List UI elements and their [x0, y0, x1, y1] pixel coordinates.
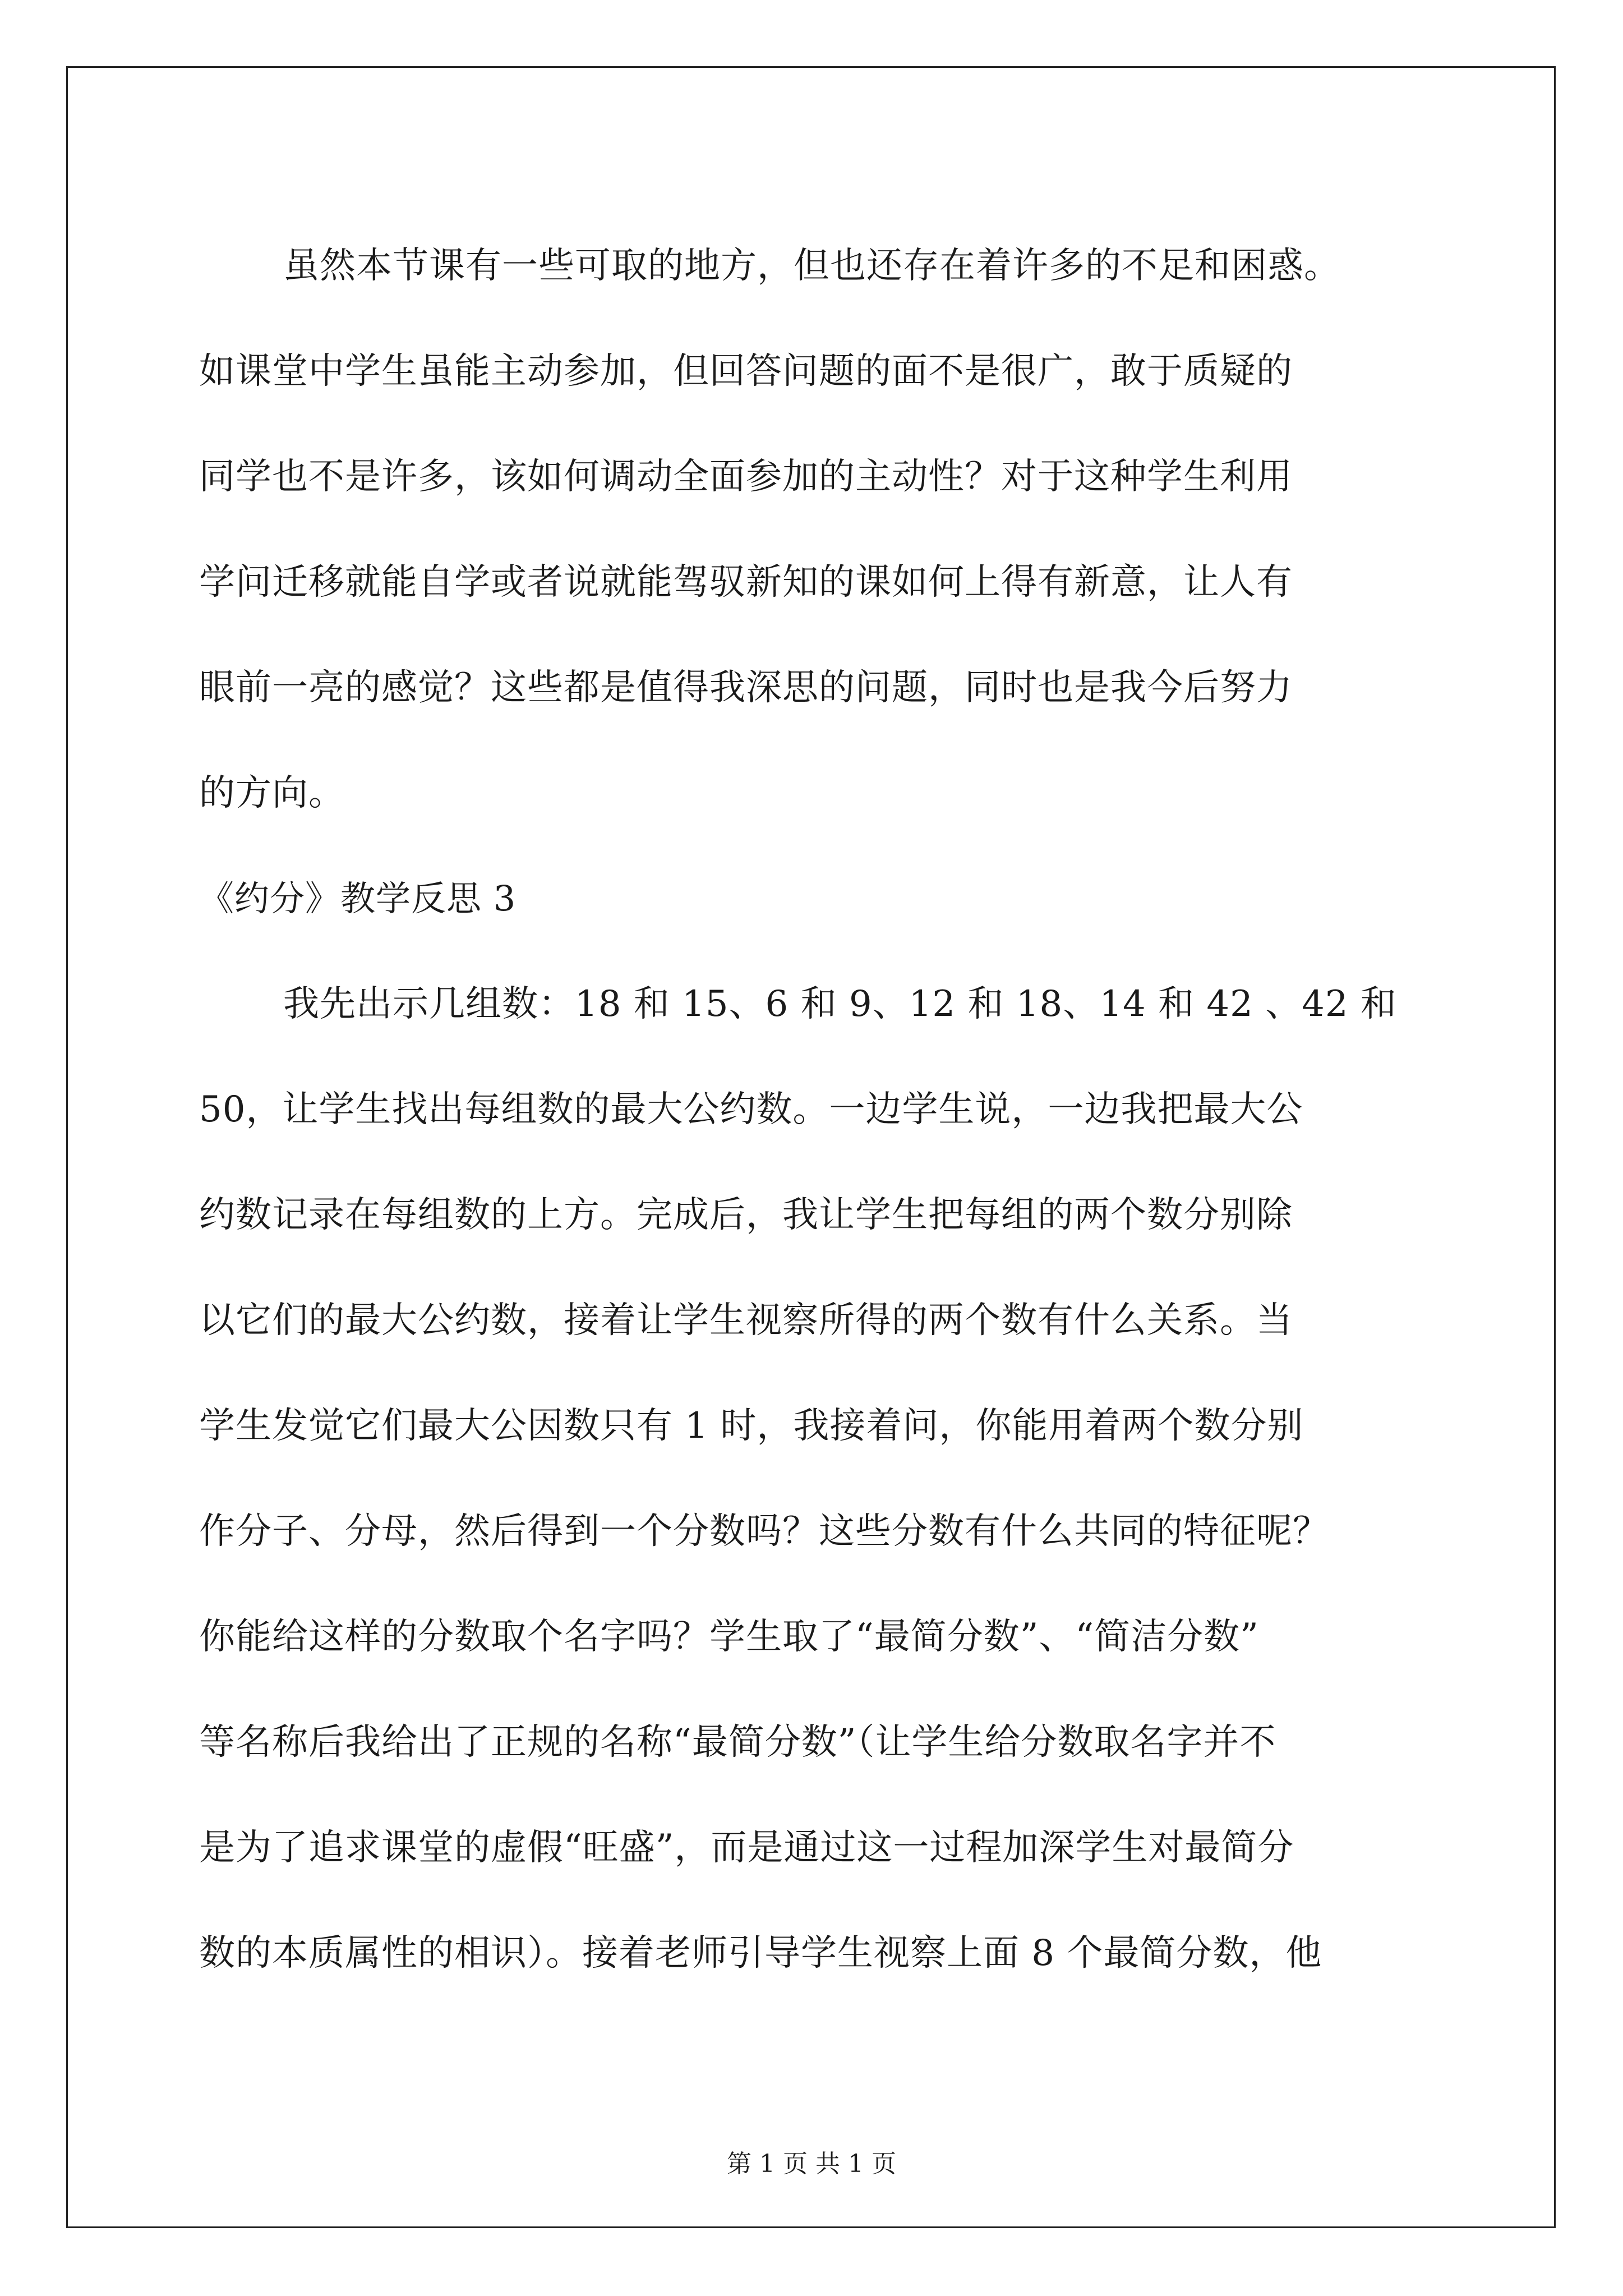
text-line: 同学也不是许多，该如何调动全面参加的主动性？对于这种学生利用 — [199, 456, 1293, 498]
document-body — [199, 213, 1422, 2006]
text-line: 约数记录在每组数的上方。完成后，我让学生把每组的两个数分别除 — [199, 1194, 1293, 1236]
text-line: 是为了追求课堂的虚假“旺盛”，而是通过这一过程加深学生对最简分 — [199, 1827, 1294, 1869]
text-line: 作分子、分母，然后得到一个分数吗？这些分数有什么共同的特征呢？ — [199, 1511, 1329, 1552]
text-line: 你能给这样的分数取个名字吗？学生取了“最简分数”、“简洁分数” — [199, 1616, 1259, 1658]
text-line: 数的本质属性的相识）。接着老师引导学生视察上面 8 个最简分数，他 — [199, 1932, 1322, 1974]
text-line: 学生发觉它们最大公因数只有 1 时，我接着问，你能用着两个数分别 — [199, 1405, 1304, 1447]
text-line: 我先出示几组数：18 和 15、6 和 9、12 和 18、14 和 42 、42 和 — [283, 983, 1397, 1025]
text-line: 50，让学生找出每组数的最大公约数。一边学生说，一边我把最大公 — [199, 1089, 1303, 1130]
text-line: 的方向。 — [199, 772, 345, 814]
text-line: 学问迁移就能自学或者说就能驾驭新知的课如何上得有新意，让人有 — [199, 562, 1293, 603]
text-line: 虽然本节课有一些可取的地方，但也还存在着许多的不足和困惑。 — [283, 245, 1340, 287]
text-line: 以它们的最大公约数，接着让学生视察所得的两个数有什么关系。当 — [199, 1300, 1293, 1341]
section-heading: 《约分》教学反思 3 — [199, 878, 517, 919]
text-line: 如课堂中学生虽能主动参加，但回答问题的面不是很广，敢于质疑的 — [199, 351, 1293, 392]
text-line: 等名称后我给出了正规的名称“最简分数”（让学生给分数取名字并不 — [199, 1722, 1276, 1763]
text-line: 眼前一亮的感觉？这些都是值得我深思的问题，同时也是我今后努力 — [199, 667, 1293, 708]
page-number-footer: 第 1 页 共 1 页 — [727, 2150, 896, 2178]
